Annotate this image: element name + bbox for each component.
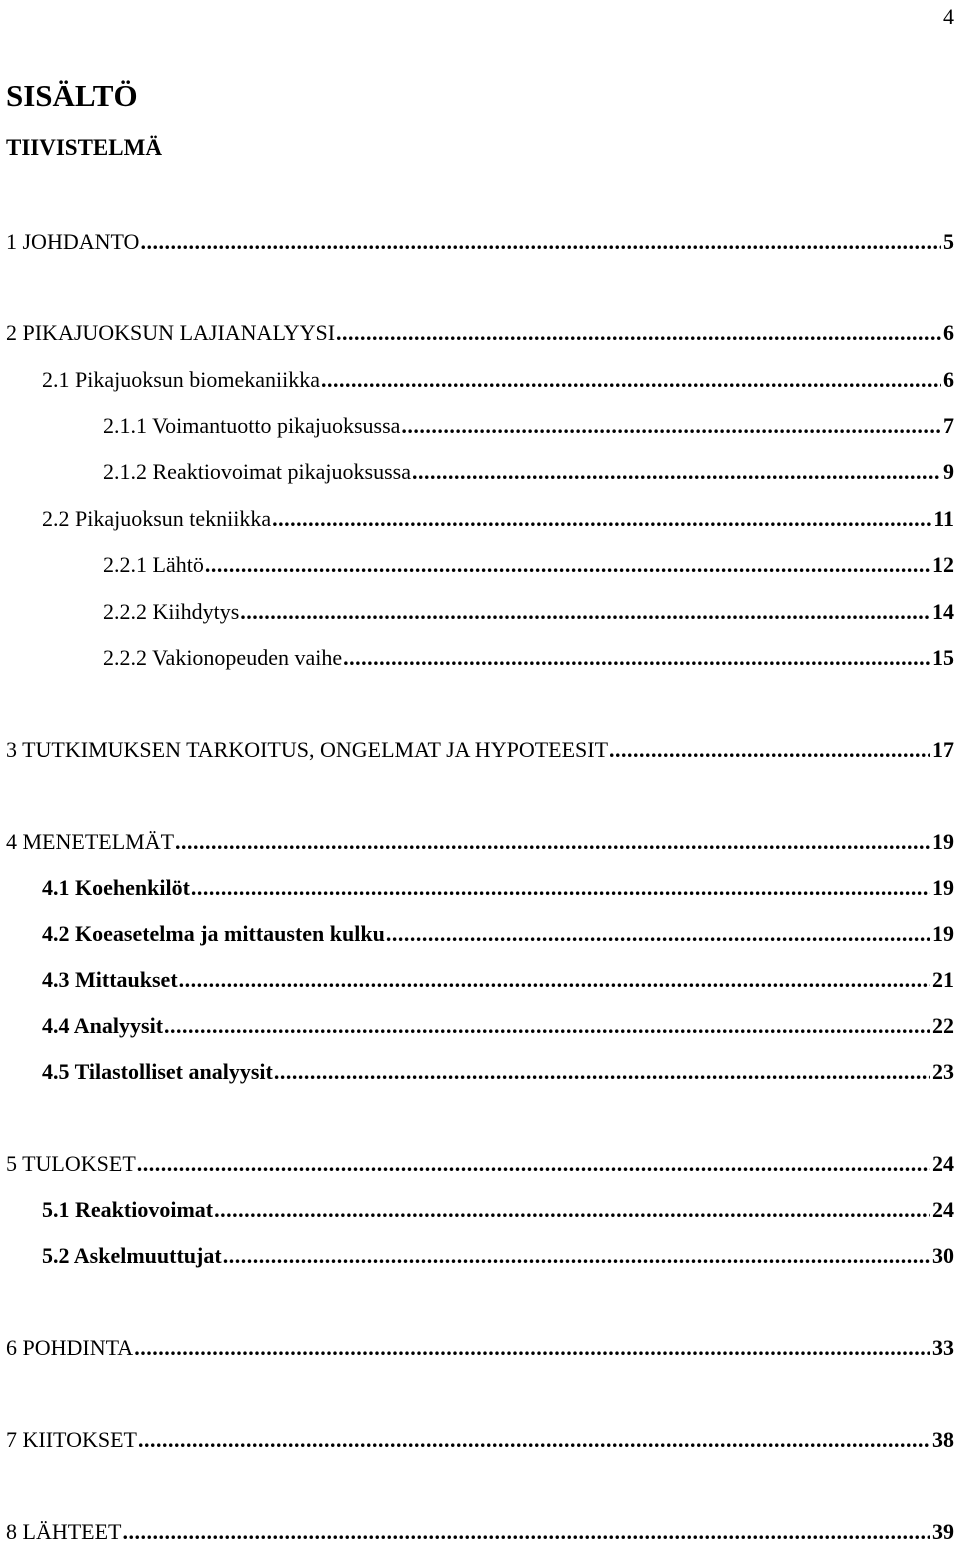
toc-page: 19: [932, 829, 954, 854]
toc-page: 6: [943, 367, 954, 392]
abstract-heading: TIIVISTELMÄ: [6, 135, 162, 160]
toc-page: 5: [943, 229, 954, 254]
toc-page: 19: [932, 875, 954, 900]
toc-entry-johdanto: [6, 225, 954, 259]
toc-leader: [609, 733, 930, 767]
toc-label: 4.4 Analyysit: [42, 1013, 164, 1038]
toc-entry-voimantuotto: [103, 409, 954, 443]
toc-entry-koeasetelma: [42, 917, 954, 951]
toc-entry-askelmuuttujat: [42, 1239, 954, 1273]
toc-label: 2.1.2 Reaktiovoimat pikajuoksussa: [103, 459, 411, 484]
toc-label: 4 MENETELMÄT: [6, 829, 175, 854]
toc-entry-tekniikka: [42, 502, 954, 536]
toc-entry-kiihdytys: [103, 595, 954, 629]
toc-leader: [223, 1239, 930, 1273]
toc-leader: [164, 1009, 930, 1043]
toc-page: 24: [932, 1151, 954, 1176]
toc-leader: [140, 225, 941, 259]
toc-leader: [214, 1193, 930, 1227]
toc-page: 17: [932, 737, 954, 762]
toc-leader: [386, 917, 930, 951]
toc-leader: [179, 963, 930, 997]
toc-entry-vakionopeus: [103, 641, 954, 675]
toc-page: 12: [932, 552, 954, 577]
toc-leader: [336, 316, 941, 350]
toc-label: 1 JOHDANTO: [6, 229, 140, 254]
toc-page: 7: [943, 413, 954, 438]
toc-label: 3 TUTKIMUKSEN TARKOITUS, ONGELMAT JA HYPOTEESIT: [6, 737, 609, 762]
toc-label: 4.5 Tilastolliset analyysit: [42, 1059, 273, 1084]
toc-leader: [240, 595, 930, 629]
toc-leader: [138, 1423, 930, 1457]
toc-page: 24: [932, 1197, 954, 1222]
page-number: 4: [943, 4, 954, 29]
toc-label: 4.2 Koeasetelma ja mittausten kulku: [42, 921, 385, 946]
toc-label: 8 LÄHTEET: [6, 1519, 122, 1544]
toc-page: 11: [933, 506, 954, 531]
toc-label: 5 TULOKSET: [6, 1151, 136, 1176]
toc-entry-kiitokset: [6, 1423, 954, 1457]
page-title: SISÄLTÖ: [6, 78, 138, 113]
toc-leader: [137, 1147, 930, 1181]
toc-leader: [175, 825, 930, 859]
toc-page: 39: [932, 1519, 954, 1544]
toc-page: 21: [932, 967, 954, 992]
toc-label: 4.1 Koehenkilöt: [42, 875, 190, 900]
toc-leader: [343, 641, 930, 675]
toc-label: 7 KIITOKSET: [6, 1427, 137, 1452]
toc-leader: [412, 455, 941, 489]
toc-label: 2.1 Pikajuoksun biomekaniikka: [42, 367, 321, 392]
toc-leader: [134, 1331, 930, 1365]
toc-page: 22: [932, 1013, 954, 1038]
toc-page: 23: [932, 1059, 954, 1084]
toc-leader: [122, 1515, 930, 1549]
toc-entry-tulokset: [6, 1147, 954, 1181]
toc-page: 15: [932, 645, 954, 670]
toc-label: 5.2 Askelmuuttujat: [42, 1243, 222, 1268]
toc-label: 6 POHDINTA: [6, 1335, 134, 1360]
toc-page: 30: [932, 1243, 954, 1268]
toc-leader: [401, 409, 941, 443]
toc-page: 38: [932, 1427, 954, 1452]
toc-label: 2.2.1 Lähtö: [103, 552, 204, 577]
toc-leader: [272, 502, 931, 536]
toc-label: 4.3 Mittaukset: [42, 967, 178, 992]
toc-page: 6: [943, 320, 954, 345]
toc-entry-mittaukset: [42, 963, 954, 997]
toc-label: 2.2 Pikajuoksun tekniikka: [42, 506, 272, 531]
toc-entry-reaktiovoimat-pikajuoksussa: [103, 455, 954, 489]
toc-entry-lahto: [103, 548, 954, 582]
toc-label: 5.1 Reaktiovoimat: [42, 1197, 214, 1222]
toc-leader: [205, 548, 930, 582]
toc-entry-pohdinta: [6, 1331, 954, 1365]
toc-entry-tarkoitus: [6, 733, 954, 767]
toc-entry-analyysit: [42, 1009, 954, 1043]
toc-label: 2.2.2 Kiihdytys: [103, 599, 240, 624]
toc-leader: [191, 871, 930, 905]
toc-entry-menetelmat: [6, 825, 954, 859]
toc-page: 19: [932, 921, 954, 946]
toc-label: 2 PIKAJUOKSUN LAJIANALYYSI: [6, 320, 336, 345]
toc-leader: [274, 1055, 930, 1089]
toc-page: 33: [932, 1335, 954, 1360]
toc-label: 2.1.1 Voimantuotto pikajuoksussa: [103, 413, 401, 438]
toc-page: 9: [943, 459, 954, 484]
toc-leader: [321, 363, 941, 397]
toc-entry-lajianalyysi: [6, 316, 954, 350]
toc-entry-reaktiovoimat: [42, 1193, 954, 1227]
toc-entry-koehenkilot: [42, 871, 954, 905]
toc-entry-lahteet: [6, 1515, 954, 1549]
toc-entry-tilastolliset: [42, 1055, 954, 1089]
toc-entry-biomekaniikka: [42, 363, 954, 397]
toc-label: 2.2.2 Vakionopeuden vaihe: [103, 645, 343, 670]
toc-page: 14: [932, 599, 954, 624]
